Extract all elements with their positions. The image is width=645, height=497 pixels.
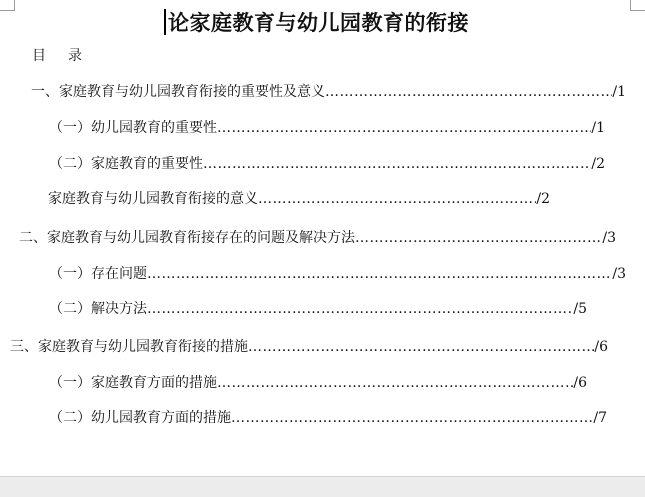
toc-entry-label: （一）存在问题 [49, 266, 147, 282]
toc-entry-label: 三、家庭教育与幼儿园教育衔接的措施 [10, 339, 248, 355]
toc-dot-leader [248, 338, 594, 356]
page-bottom-margin [0, 476, 645, 497]
toc-entry-label: （一）幼儿园教育的重要性 [49, 120, 217, 136]
toc-page-number: /2 [591, 156, 605, 172]
toc-entry-label: （二）家庭教育的重要性 [49, 156, 203, 172]
toc-entry-1[interactable] [31, 83, 626, 101]
toc-entry-3[interactable] [49, 155, 605, 173]
toc-page-number: /3 [612, 266, 626, 282]
toc-page-number: /6 [594, 339, 608, 355]
toc-dot-leader [147, 300, 573, 318]
toc-page-number: /5 [573, 301, 587, 317]
toc-page-number: /2 [536, 191, 550, 207]
toc-entry-4[interactable] [48, 190, 550, 208]
title-area[interactable] [164, 7, 469, 37]
document-title[interactable]: 论家庭教育与幼儿园教育的衔接 [168, 11, 469, 35]
toc-entry-5[interactable] [19, 229, 616, 247]
toc-entry-8[interactable] [10, 338, 608, 356]
toc-entry-label: （二）解决方法 [49, 301, 147, 317]
toc-entry-label: （一）家庭教育方面的措施 [49, 375, 217, 391]
toc-page-number: /1 [591, 120, 605, 136]
toc-page-number: /6 [573, 375, 587, 391]
page-corner-mark-right [630, 0, 645, 11]
toc-entry-9[interactable] [49, 374, 587, 392]
toc-entry-6[interactable] [49, 265, 626, 283]
toc-heading: 目录 [32, 48, 104, 64]
toc-page-number: /7 [593, 410, 607, 426]
toc-entry-label: （二）幼儿园教育方面的措施 [49, 410, 231, 426]
toc-dot-leader [203, 155, 591, 173]
toc-dot-leader [217, 374, 573, 392]
toc-dot-leader [231, 409, 593, 427]
toc-entry-label: 二、家庭教育与幼儿园教育衔接存在的问题及解决方法 [19, 230, 355, 246]
toc-dot-leader [325, 83, 612, 101]
toc-entry-label: 一、家庭教育与幼儿园教育衔接的重要性及意义 [31, 84, 325, 100]
toc-entry-10[interactable] [49, 409, 607, 427]
toc-dot-leader [217, 119, 591, 137]
toc-dot-leader [258, 190, 536, 208]
toc-dot-leader [355, 229, 602, 247]
toc-page-number: /1 [612, 84, 626, 100]
toc-entry-2[interactable] [49, 119, 605, 137]
text-cursor [164, 9, 166, 35]
page-corner-mark-left [0, 0, 15, 11]
toc-dot-leader [147, 265, 612, 283]
toc-entry-7[interactable] [49, 300, 587, 318]
toc-entry-label: 家庭教育与幼儿园教育衔接的意义 [48, 191, 258, 207]
toc-page-number: /3 [602, 230, 616, 246]
